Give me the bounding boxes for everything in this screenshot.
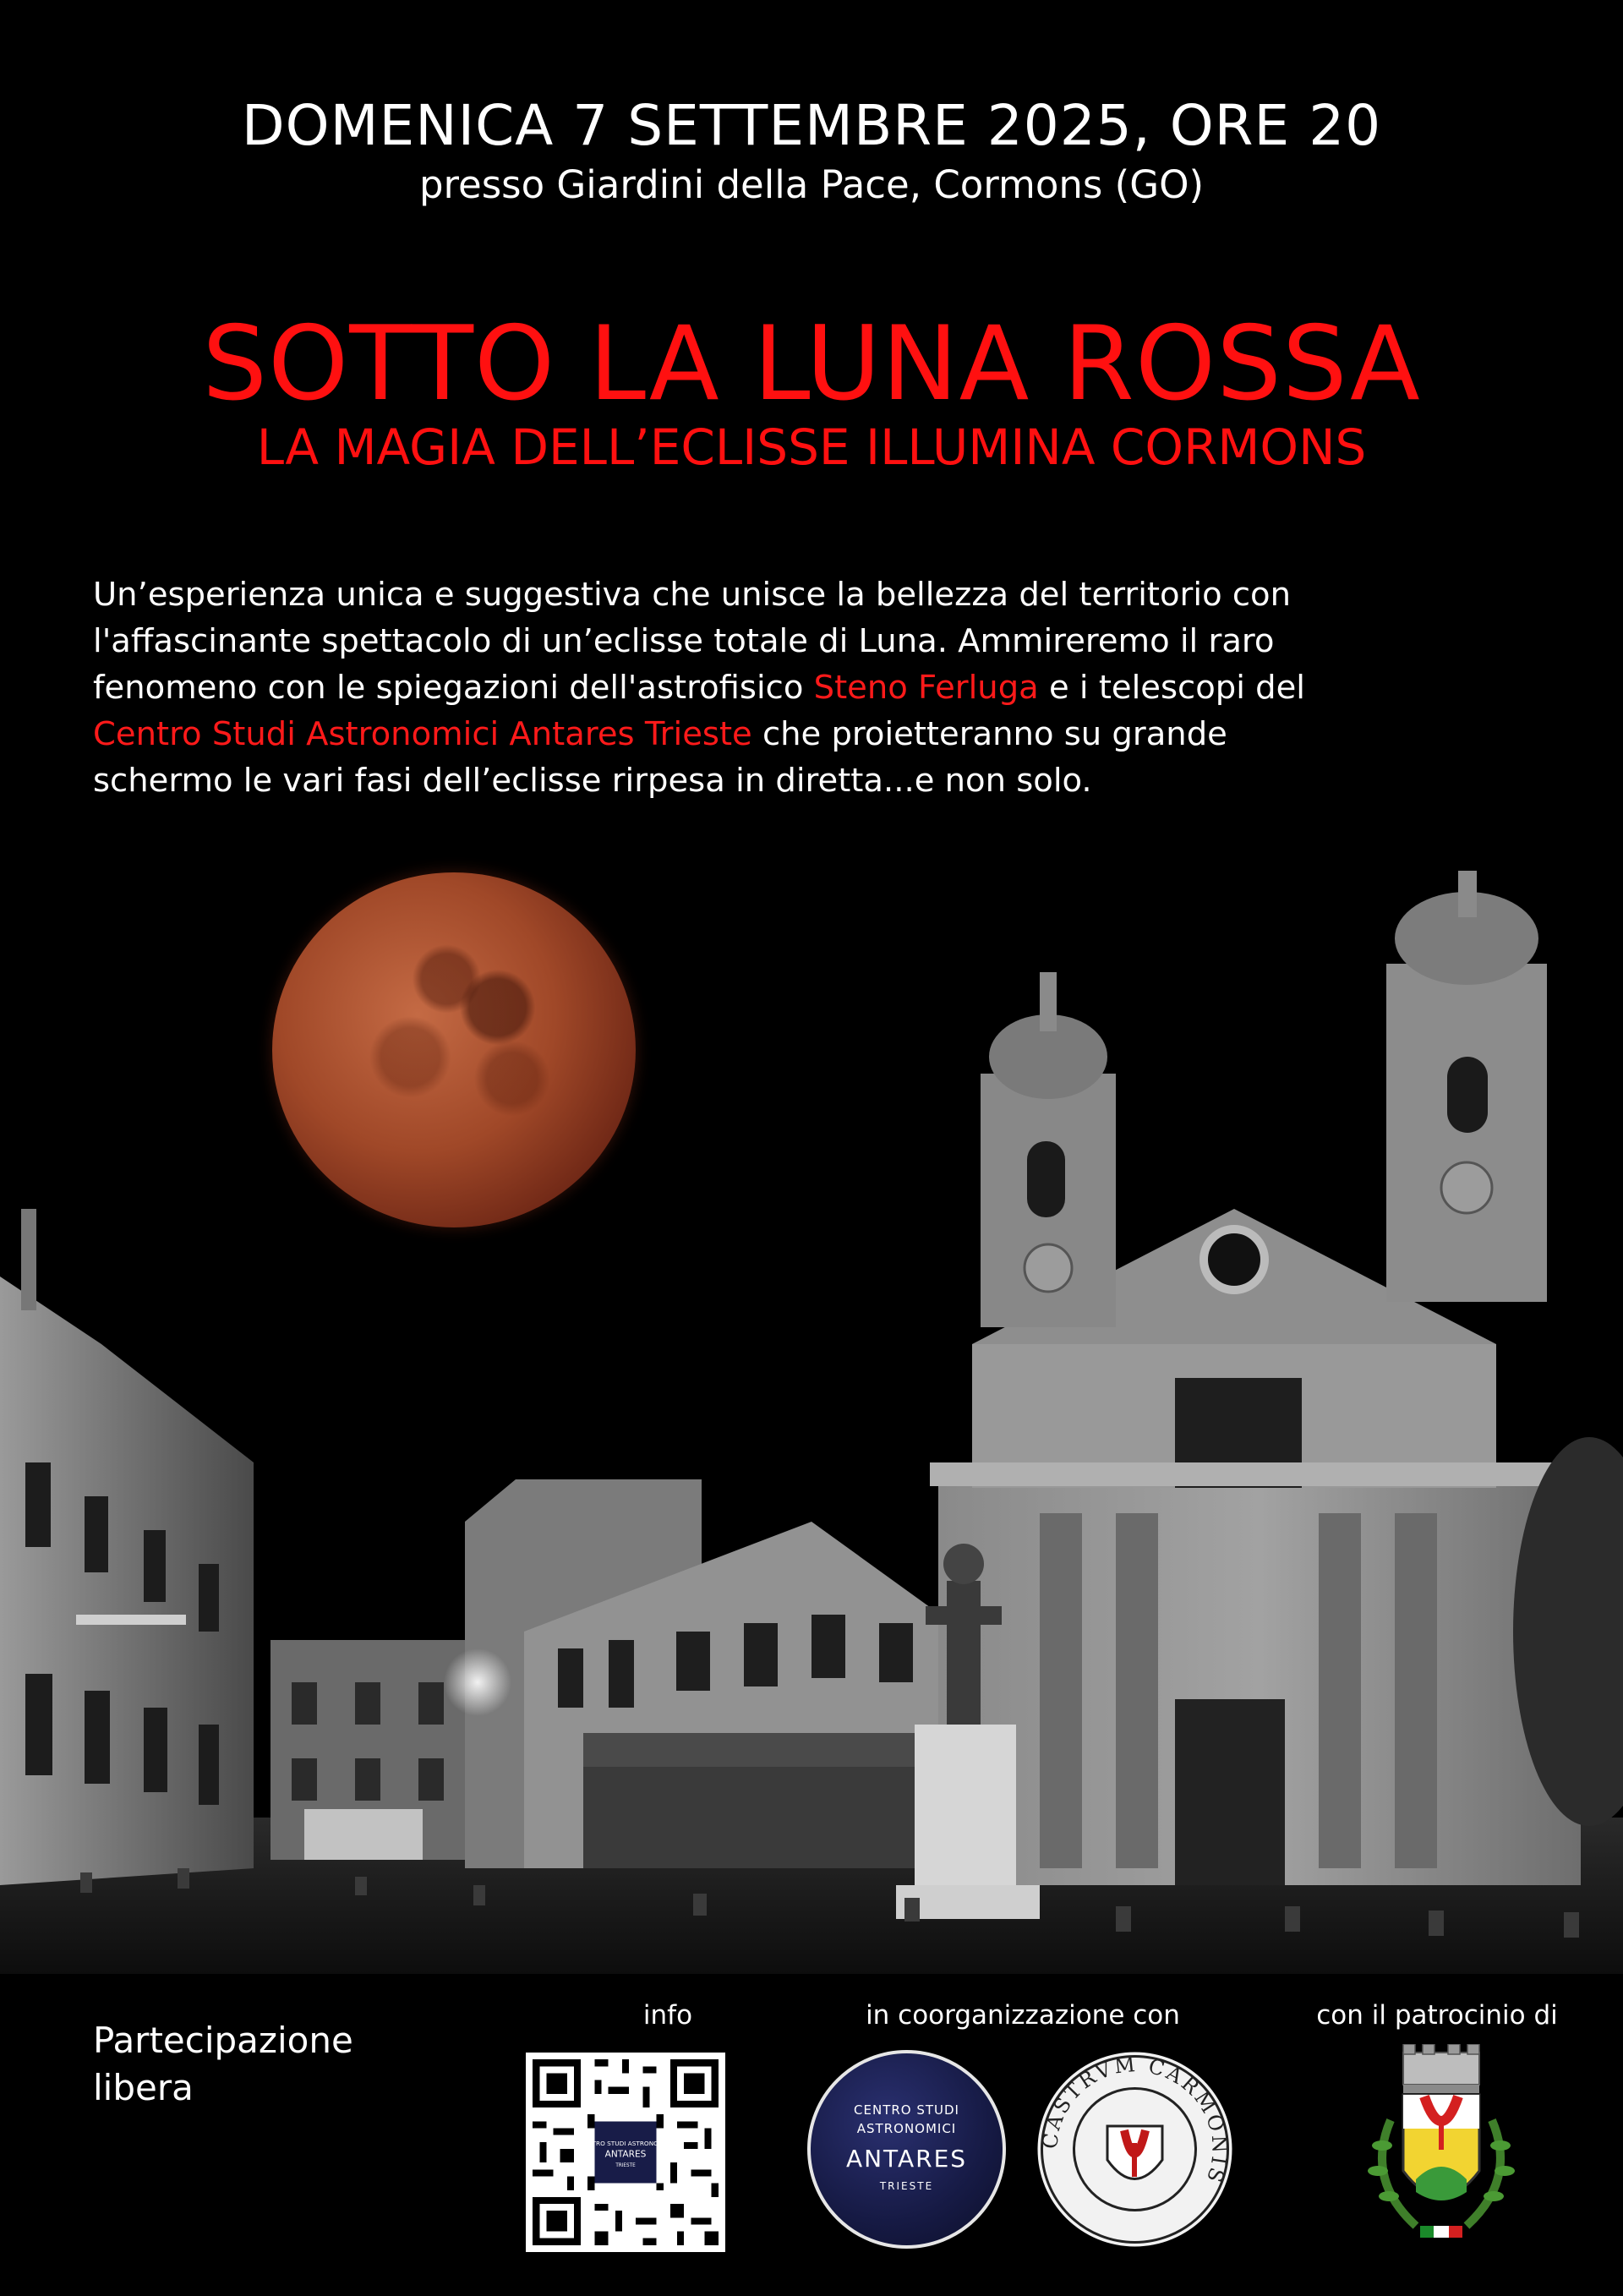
organization-name: Centro Studi Astronomici Antares Trieste — [93, 715, 752, 753]
event-description — [93, 571, 1547, 804]
antares-logo — [807, 2050, 1006, 2249]
cormons-coat-of-arms — [1357, 2044, 1526, 2264]
event-date: DOMENICA 7 SETTEMBRE 2025, ORE 20 — [241, 93, 1382, 158]
cormons-night-scene — [0, 871, 1623, 1974]
church — [930, 871, 1589, 1885]
description-text-1: Un’esperienza unica e suggestiva che unisce la bellezza del territorio con l'affascinante spettacolo di un’eclisse totale di Luna. Ammireremo il raro fenomeno con le spiegazioni dell'astrofisico — [93, 576, 1291, 707]
castrum-carmonis-seal — [1036, 2050, 1234, 2249]
astrophysicist-name: Steno Ferluga — [813, 669, 1039, 707]
qr-center-name: ANTARES — [604, 2149, 647, 2160]
patronage-label: con il patrocinio di — [1316, 2000, 1558, 2031]
seal-ring-text: CASTRVM CARMONIS — [1038, 2052, 1232, 2188]
qr-center-line1 — [579, 2140, 671, 2147]
description-text-2: e i telescopi del — [1048, 669, 1305, 707]
antares-line1: CENTRO STUDI — [854, 2102, 959, 2118]
subtitle: LA MAGIA DELL’ECLISSE ILLUMINA CORMONS — [256, 418, 1367, 476]
antares-city: TRIESTE — [879, 2180, 934, 2192]
qr-center-city — [615, 2163, 636, 2168]
info-label: info — [642, 2000, 693, 2031]
red-moon — [272, 872, 636, 1227]
event-venue: presso Giardini della Pace, Cormons (GO) — [418, 162, 1205, 207]
description-text-3: che proietteranno su grande schermo le vari fasi dell’eclisse rirpesa in diretta...e non solo. — [93, 715, 1227, 800]
antares-line2: ASTRONOMICI — [856, 2121, 957, 2136]
main-title: SOTTO LA LUNA ROSSA — [202, 304, 1421, 424]
antares-name: ANTARES — [845, 2145, 968, 2173]
participation-note: Partecipazione libera — [93, 2020, 353, 2108]
coorganization-label: in coorganizzazione con — [866, 2000, 1180, 2031]
qr-code[interactable] — [526, 2053, 725, 2252]
distant-building — [270, 1640, 473, 1860]
middle-houses — [444, 1479, 964, 1868]
left-palazzo — [0, 1209, 254, 1885]
